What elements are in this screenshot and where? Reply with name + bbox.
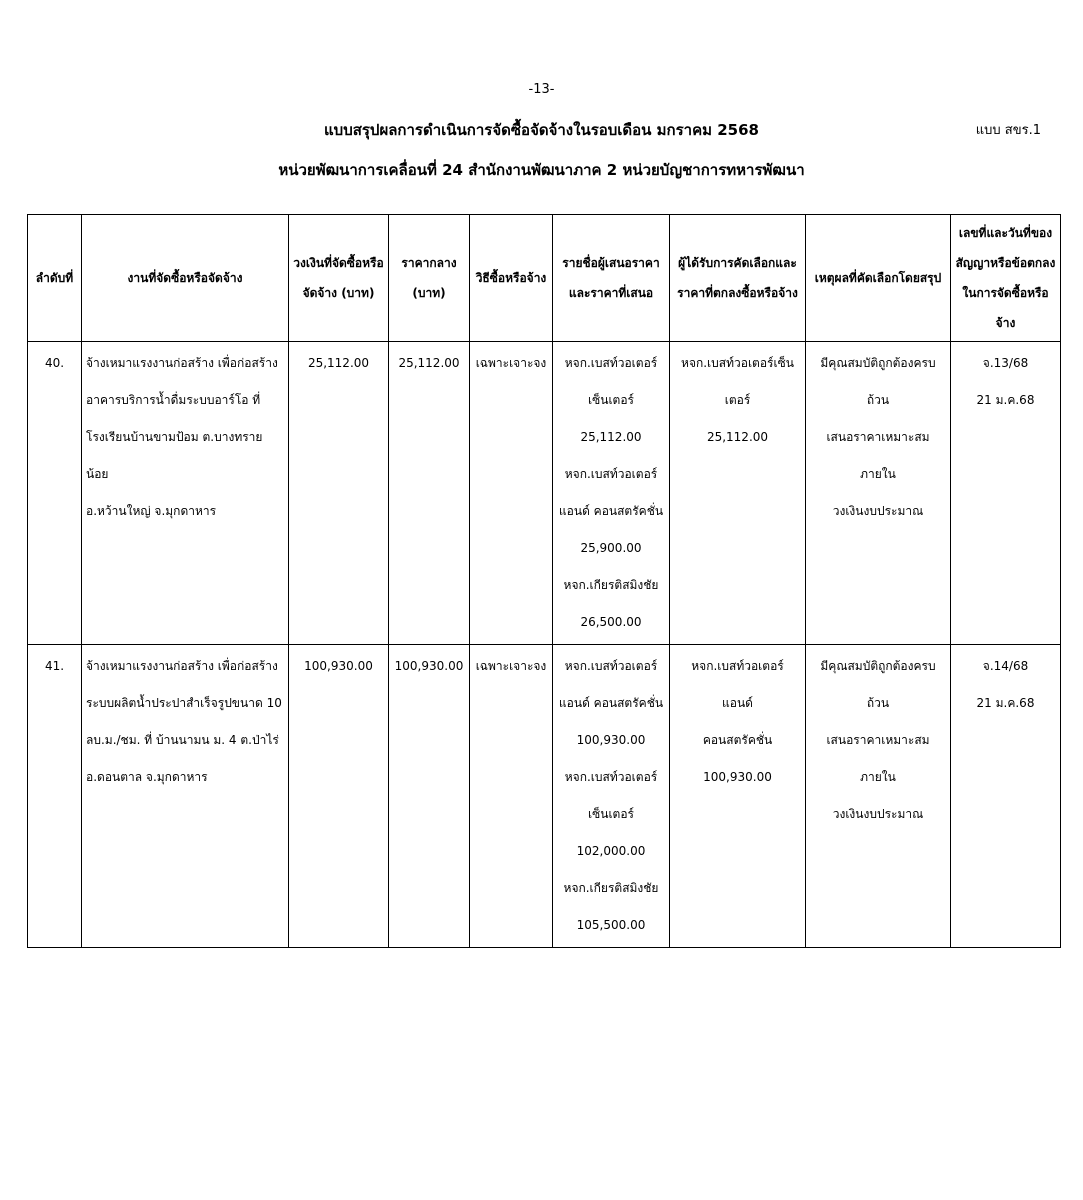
cell-bidders	[553, 645, 670, 948]
cell-selected-line: คอนสตรัคชั่น	[702, 733, 773, 747]
cell-bidders-line: 102,000.00	[576, 844, 646, 858]
header-bidders-line: และราคาที่เสนอ	[568, 286, 654, 300]
header-work: งานที่จัดซื้อหรือจัดจ้าง	[82, 215, 289, 342]
cell-reason-line: มีคุณสมบัติถูกต้องครบถ้วน	[820, 659, 936, 710]
cell-bidders-line: หจก.เบสท์วอเตอร์	[564, 770, 658, 784]
cell-bidders-line: เซ็นเตอร์	[588, 393, 634, 407]
cell-work-line: จ้างเหมาแรงงานก่อสร้าง เพื่อก่อสร้าง	[86, 659, 278, 673]
cell-bidders-line: เซ็นเตอร์	[588, 807, 634, 821]
header-budget-line: วงเงินที่จัดซื้อหรือ	[293, 256, 384, 270]
header-budget-line: จัดจ้าง (บาท)	[302, 286, 375, 300]
cell-budget: 100,930.00	[289, 645, 389, 948]
table-row	[28, 645, 1061, 948]
cell-work-line: อ.หว้านใหญ่ จ.มุกดาหาร	[86, 504, 217, 518]
header-selected	[670, 215, 806, 342]
cell-reason-line: วงเงินงบประมาณ	[832, 504, 924, 518]
cell-selected-line: หจก.เบสท์วอเตอร์เซ็น	[681, 356, 794, 370]
header-bidders	[553, 215, 670, 342]
header-contract-line: สัญญาหรือข้อตกลง	[955, 256, 1056, 270]
cell-contract-line: จ.14/68	[982, 659, 1029, 673]
cell-selected-line: 25,112.00	[706, 430, 769, 444]
header-contract	[951, 215, 1061, 342]
cell-work-line: ลบ.ม./ชม. ที่ บ้านนามน ม. 4 ต.ป่าไร่	[86, 733, 279, 747]
cell-bidders-line: หจก.เกียรติสมิงชัย	[563, 578, 659, 592]
cell-work-line: อ.ดอนตาล จ.มุกดาหาร	[86, 770, 208, 784]
cell-bidders-line: 26,500.00	[580, 615, 642, 629]
cell-contract	[951, 342, 1061, 645]
cell-work-line: อาคารบริการน้ำดื่มระบบอาร์โอ ที่	[86, 393, 261, 407]
cell-median-price: 25,112.00	[389, 342, 470, 645]
cell-selected-line: หจก.เบสท์วอเตอร์ แอนด์	[691, 659, 784, 710]
cell-bidders-line: 105,500.00	[576, 918, 646, 932]
cell-selected-line: 100,930.00	[703, 770, 772, 784]
header-budget	[289, 215, 389, 342]
header-no: ลำดับที่	[28, 215, 82, 342]
cell-reason-line: เสนอราคาเหมาะสมภายใน	[826, 733, 930, 784]
cell-bidders-line: แอนด์ คอนสตรัคชั่น	[558, 696, 664, 710]
header-median-price	[389, 215, 470, 342]
cell-method: เฉพาะเจาะจง	[470, 342, 553, 645]
cell-no: 40.	[28, 342, 82, 645]
header-contract-line: ในการจัดซื้อหรือจ้าง	[962, 286, 1049, 330]
header-bidders-line: รายชื่อผู้เสนอราคา	[562, 256, 660, 270]
cell-bidders-line: หจก.เบสท์วอเตอร์	[564, 659, 658, 673]
cell-work	[82, 645, 289, 948]
cell-selected	[670, 645, 806, 948]
header-method: วิธีซื้อหรือจ้าง	[470, 215, 553, 342]
cell-selected-line: เตอร์	[724, 393, 751, 407]
cell-bidders	[553, 342, 670, 645]
cell-selected	[670, 342, 806, 645]
cell-reason	[806, 645, 951, 948]
cell-bidders-line: 100,930.00	[576, 733, 646, 747]
cell-method: เฉพาะเจาะจง	[470, 645, 553, 948]
cell-reason-line: วงเงินงบประมาณ	[832, 807, 924, 821]
cell-reason-line: เสนอราคาเหมาะสมภายใน	[826, 430, 930, 481]
header-median-line: (บาท)	[412, 286, 446, 300]
cell-bidders-line: หจก.เบสท์วอเตอร์	[564, 356, 658, 370]
cell-bidders-line: แอนด์ คอนสตรัคชั่น	[558, 504, 664, 518]
cell-reason-line: มีคุณสมบัติถูกต้องครบถ้วน	[820, 356, 936, 407]
cell-budget: 25,112.00	[289, 342, 389, 645]
header-selected-line: ผู้ได้รับการคัดเลือกและ	[678, 256, 797, 270]
cell-bidders-line: 25,900.00	[580, 541, 642, 555]
cell-contract-line: 21 ม.ค.68	[976, 393, 1035, 407]
cell-work	[82, 342, 289, 645]
cell-contract	[951, 645, 1061, 948]
cell-no: 41.	[28, 645, 82, 948]
cell-contract-line: จ.13/68	[982, 356, 1029, 370]
header-contract-line: เลขที่และวันที่ของ	[958, 226, 1053, 240]
cell-work-line: ระบบผลิตน้ำประปาสำเร็จรูปขนาด 10	[86, 696, 282, 710]
cell-bidders-line: 25,112.00	[580, 430, 642, 444]
procurement-summary-table	[27, 214, 1061, 948]
header-reason: เหตุผลที่คัดเลือกโดยสรุป	[806, 215, 951, 342]
cell-work-line: จ้างเหมาแรงงานก่อสร้าง เพื่อก่อสร้าง	[86, 356, 278, 370]
table-row	[28, 342, 1061, 645]
cell-median-price: 100,930.00	[389, 645, 470, 948]
form-code: แบบ สขร.1	[975, 123, 1041, 138]
cell-reason	[806, 342, 951, 645]
cell-contract-line: 21 ม.ค.68	[976, 696, 1035, 710]
cell-bidders-line: หจก.เบสท์วอเตอร์	[564, 467, 658, 481]
header-selected-line: ราคาที่ตกลงซื้อหรือจ้าง	[677, 286, 798, 300]
page-number: -13-	[528, 82, 555, 97]
cell-work-line: โรงเรียนบ้านขามป้อม ต.บางทรายน้อย	[86, 430, 263, 481]
page-title: แบบสรุปผลการดำเนินการจัดซื้อจัดจ้างในรอบเดือน มกราคม 2568	[324, 121, 759, 139]
page-subtitle: หน่วยพัฒนาการเคลื่อนที่ 24 สำนักงานพัฒนาภาค 2 หน่วยบัญชาการทหารพัฒนา	[278, 161, 805, 179]
table-header-row	[28, 215, 1061, 342]
cell-bidders-line: หจก.เกียรติสมิงชัย	[563, 881, 659, 895]
header-median-line: ราคากลาง	[401, 256, 457, 270]
